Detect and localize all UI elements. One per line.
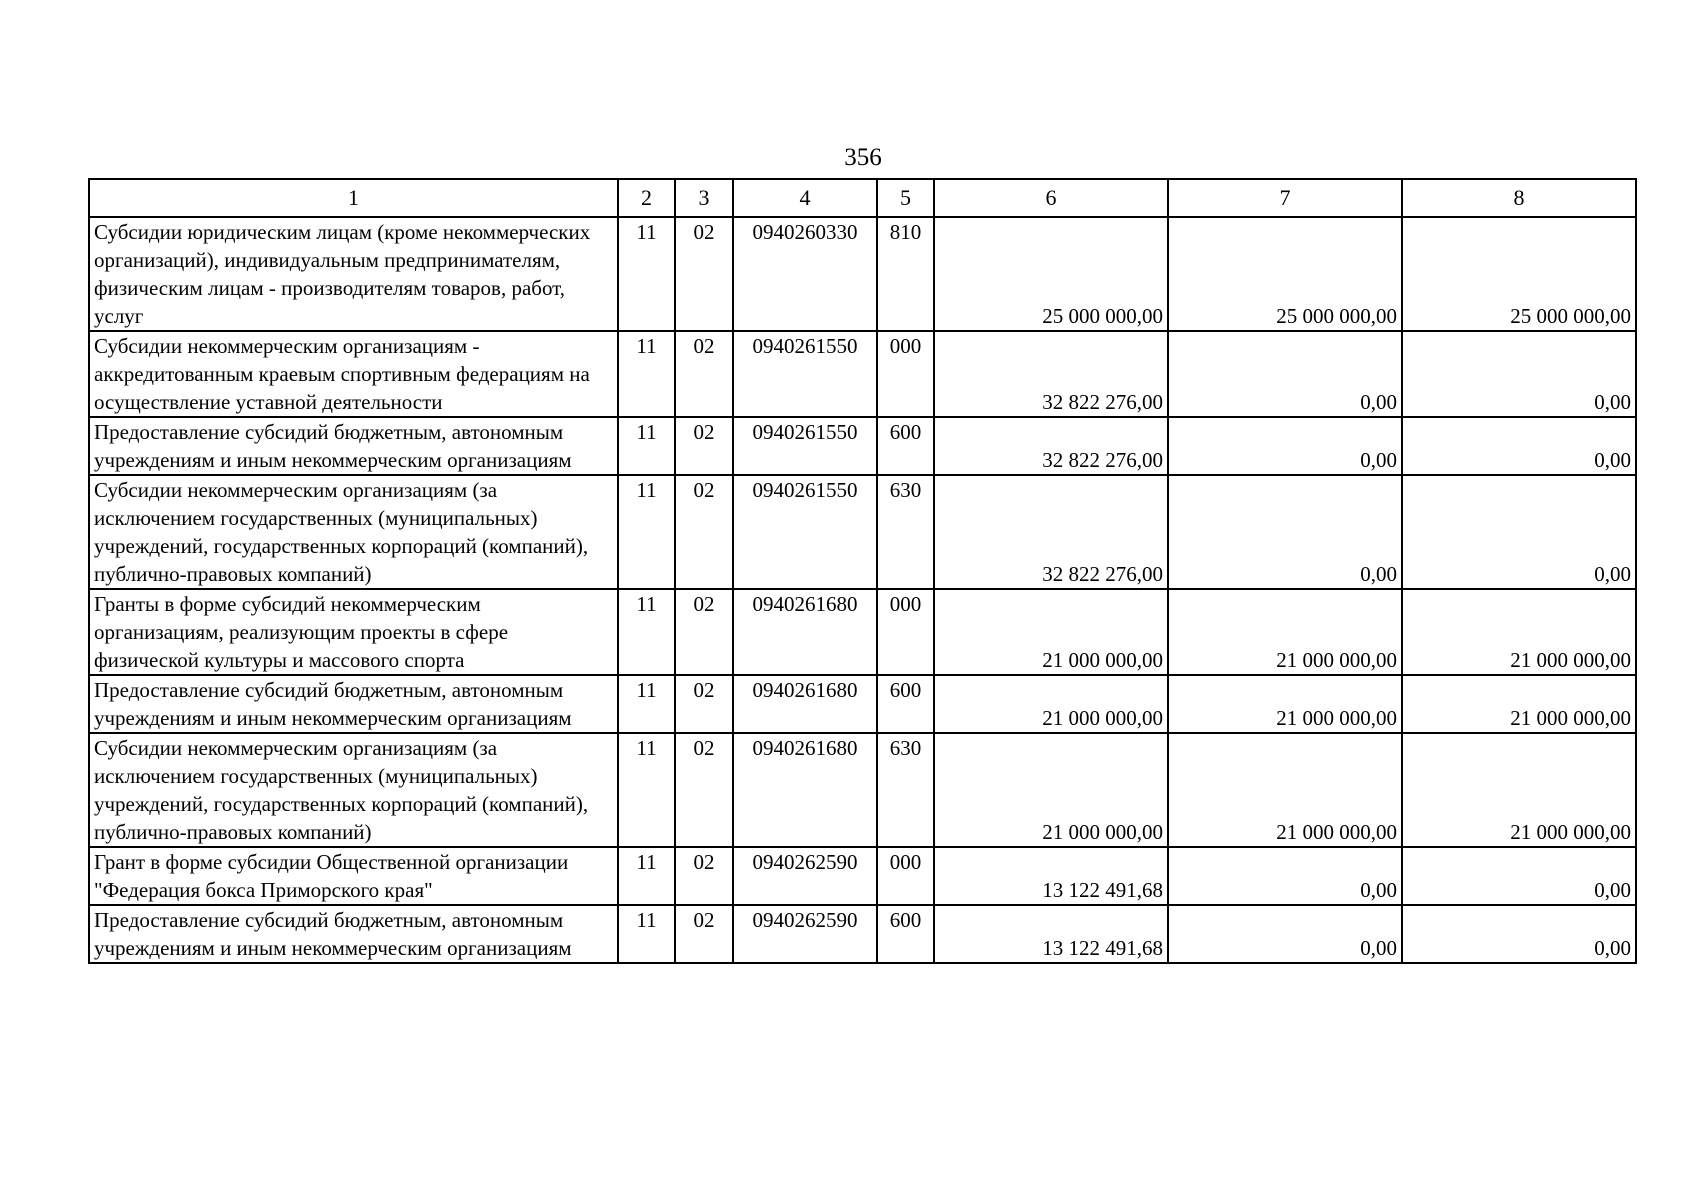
header-cell: 2: [618, 179, 675, 217]
target-article-code: 0940262590: [733, 905, 877, 963]
target-article-code: 0940261680: [733, 589, 877, 675]
expense-type-code: 630: [877, 733, 934, 847]
header-cell: 5: [877, 179, 934, 217]
amount-col6: 32 822 276,00: [934, 475, 1168, 589]
header-cell: 1: [89, 179, 618, 217]
header-cell: 8: [1402, 179, 1636, 217]
subsection-code: 02: [675, 475, 733, 589]
table-row: [89, 589, 1636, 675]
amount-col7: 25 000 000,00: [1168, 217, 1402, 331]
subsection-code: 02: [675, 905, 733, 963]
amount-col7: 0,00: [1168, 417, 1402, 475]
subsection-code: 02: [675, 733, 733, 847]
section-code: 11: [618, 417, 675, 475]
amount-col7: 0,00: [1168, 905, 1402, 963]
table-row: [89, 675, 1636, 733]
subsection-code: 02: [675, 417, 733, 475]
amount-col6: 21 000 000,00: [934, 675, 1168, 733]
target-article-code: 0940261680: [733, 675, 877, 733]
table-row: [89, 847, 1636, 905]
amount-col6: 21 000 000,00: [934, 733, 1168, 847]
subsection-code: 02: [675, 847, 733, 905]
header-cell: 6: [934, 179, 1168, 217]
amount-col8: 25 000 000,00: [1402, 217, 1636, 331]
target-article-code: 0940261550: [733, 417, 877, 475]
table-row: [89, 733, 1636, 847]
expense-type-code: 810: [877, 217, 934, 331]
header-cell: 4: [733, 179, 877, 217]
page-number: 356: [844, 144, 882, 171]
expense-type-code: 000: [877, 589, 934, 675]
amount-col6: 21 000 000,00: [934, 589, 1168, 675]
section-code: 11: [618, 675, 675, 733]
row-name: Субсидии некоммерческим организациям (за исключением государственных (муниципальных) учреждений, государственных корпораций (компаний), публично-правовых компаний): [89, 733, 618, 847]
subsection-code: 02: [675, 675, 733, 733]
amount-col7: 0,00: [1168, 331, 1402, 417]
expense-type-code: 600: [877, 905, 934, 963]
row-name: Субсидии юридическим лицам (кроме некоммерческих организаций), индивидуальным предпринимателям, физическим лицам - производителям товаров, работ, услуг: [89, 217, 618, 331]
amount-col8: 0,00: [1402, 475, 1636, 589]
section-code: 11: [618, 905, 675, 963]
amount-col7: 21 000 000,00: [1168, 733, 1402, 847]
row-name: Предоставление субсидий бюджетным, автономным учреждениям и иным некоммерческим организациям: [89, 417, 618, 475]
amount-col6: 13 122 491,68: [934, 847, 1168, 905]
budget-table: [88, 178, 1637, 964]
amount-col6: 32 822 276,00: [934, 331, 1168, 417]
section-code: 11: [618, 217, 675, 331]
expense-type-code: 600: [877, 417, 934, 475]
target-article-code: 0940260330: [733, 217, 877, 331]
amount-col8: 21 000 000,00: [1402, 733, 1636, 847]
header-row: [89, 179, 1636, 217]
table-row: [89, 217, 1636, 331]
row-name: Предоставление субсидий бюджетным, автономным учреждениям и иным некоммерческим организациям: [89, 905, 618, 963]
amount-col6: 32 822 276,00: [934, 417, 1168, 475]
amount-col8: 21 000 000,00: [1402, 675, 1636, 733]
row-name: Грант в форме субсидии Общественной организации "Федерация бокса Приморского края": [89, 847, 618, 905]
subsection-code: 02: [675, 589, 733, 675]
amount-col7: 0,00: [1168, 475, 1402, 589]
amount-col6: 25 000 000,00: [934, 217, 1168, 331]
row-name: Субсидии некоммерческим организациям (за исключением государственных (муниципальных) учреждений, государственных корпораций (компаний), публично-правовых компаний): [89, 475, 618, 589]
amount-col7: 21 000 000,00: [1168, 675, 1402, 733]
row-name: Гранты в форме субсидий некоммерческим организациям, реализующим проекты в сфере физической культуры и массового спорта: [89, 589, 618, 675]
subsection-code: 02: [675, 331, 733, 417]
expense-type-code: 000: [877, 331, 934, 417]
section-code: 11: [618, 733, 675, 847]
target-article-code: 0940261680: [733, 733, 877, 847]
table-row: [89, 905, 1636, 963]
table-row: [89, 475, 1636, 589]
amount-col6: 13 122 491,68: [934, 905, 1168, 963]
amount-col7: 21 000 000,00: [1168, 589, 1402, 675]
expense-type-code: 600: [877, 675, 934, 733]
expense-type-code: 000: [877, 847, 934, 905]
target-article-code: 0940262590: [733, 847, 877, 905]
header-cell: 7: [1168, 179, 1402, 217]
section-code: 11: [618, 331, 675, 417]
section-code: 11: [618, 589, 675, 675]
target-article-code: 0940261550: [733, 331, 877, 417]
expense-type-code: 630: [877, 475, 934, 589]
amount-col8: 0,00: [1402, 417, 1636, 475]
target-article-code: 0940261550: [733, 475, 877, 589]
table-row: [89, 331, 1636, 417]
amount-col8: 0,00: [1402, 331, 1636, 417]
header-cell: 3: [675, 179, 733, 217]
amount-col8: 0,00: [1402, 905, 1636, 963]
amount-col7: 0,00: [1168, 847, 1402, 905]
section-code: 11: [618, 847, 675, 905]
section-code: 11: [618, 475, 675, 589]
row-name: Субсидии некоммерческим организациям - аккредитованным краевым спортивным федерациям на осуществление уставной деятельности: [89, 331, 618, 417]
amount-col8: 21 000 000,00: [1402, 589, 1636, 675]
amount-col8: 0,00: [1402, 847, 1636, 905]
subsection-code: 02: [675, 217, 733, 331]
table-row: [89, 417, 1636, 475]
row-name: Предоставление субсидий бюджетным, автономным учреждениям и иным некоммерческим организациям: [89, 675, 618, 733]
